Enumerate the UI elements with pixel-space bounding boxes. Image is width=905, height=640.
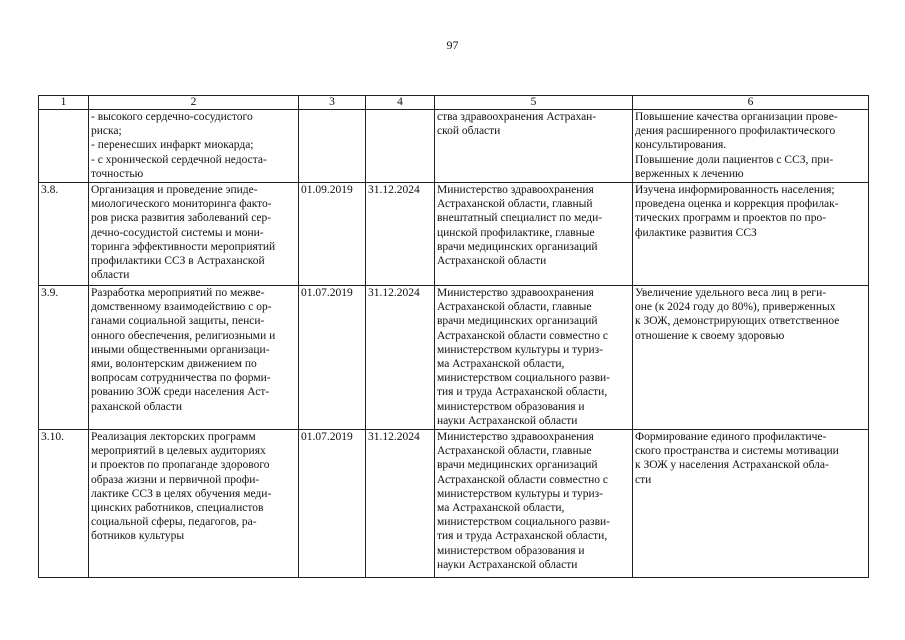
result-line: к ЗОЖ, демонстрирующих ответственное	[635, 315, 840, 328]
row-number-cell: 3.8.	[39, 183, 89, 286]
executors-line: министерством образования и	[437, 400, 585, 413]
end-date-cell: 31.12.2024	[366, 183, 435, 286]
result-line: к ЗОЖ у населения Астраханской обла-	[635, 459, 829, 472]
executors-line: цинской профилактике, главные	[437, 226, 595, 239]
result-line: Изучена информированность населения;	[635, 184, 835, 196]
activity-line: - высокого сердечно-сосудистого	[91, 111, 253, 123]
activity-line: торинга эффективности мероприятий	[91, 240, 276, 253]
result-line: Увеличение удельного веса лиц в реги-	[635, 287, 827, 299]
result-cell	[633, 286, 869, 430]
executors-line: ской области	[437, 125, 501, 138]
executors-line: Астраханской области совместно с	[437, 473, 608, 486]
activity-line: Организация и проведение эпиде-	[91, 184, 258, 196]
start-date-cell	[299, 110, 366, 183]
activity-line: иными общественными организаци-	[91, 343, 270, 356]
activity-line: - перенесших инфаркт миокарда;	[91, 139, 254, 152]
table-row	[39, 110, 869, 183]
activity-line: Разработка мероприятий по межве-	[91, 287, 265, 299]
result-line: оне (к 2024 году до 80%), приверженных	[635, 301, 836, 314]
result-line: ского пространства и системы мотивации	[635, 445, 839, 458]
executors-line: ма Астраханской области,	[437, 358, 565, 371]
activity-line: социальной сферы, педагогов, ра-	[91, 516, 257, 529]
table-row	[39, 183, 869, 286]
end-date-cell: 31.12.2024	[366, 430, 435, 578]
activity-cell	[89, 183, 299, 286]
activity-line: цинских работников, специалистов	[91, 502, 264, 515]
result-line: тических программ и проектов по про-	[635, 212, 827, 225]
executors-line: врачи медицинских организаций	[437, 240, 598, 253]
activity-line: области	[91, 269, 130, 282]
executors-cell	[435, 110, 633, 183]
result-line: дения расширенного профилактического	[635, 125, 836, 138]
result-line: Повышение качества организации прове-	[635, 111, 838, 123]
executors-line: Астраханской области	[437, 255, 547, 268]
end-date-cell: 31.12.2024	[366, 286, 435, 430]
result-cell	[633, 183, 869, 286]
table-row	[39, 286, 869, 430]
executors-line: министерством социального разви-	[437, 516, 611, 529]
table-row	[39, 430, 869, 578]
activity-cell	[89, 110, 299, 183]
activity-line: ями, волонтерским движением по	[91, 358, 257, 371]
column-header: 1	[39, 96, 89, 110]
page-number: 97	[446, 38, 459, 52]
executors-line: министерством социального разви-	[437, 372, 611, 385]
result-line: верженных к лечению	[635, 167, 744, 180]
executors-line: министерством культуры и туриз-	[437, 343, 604, 356]
executors-line: ма Астраханской области,	[437, 502, 565, 515]
result-line: филактике развития ССЗ	[635, 226, 757, 239]
activity-cell	[89, 430, 299, 578]
executors-line: Министерство здравоохранения	[437, 184, 594, 196]
column-header: 4	[366, 96, 435, 110]
start-date-cell: 01.09.2019	[299, 183, 366, 286]
result-line: консультирования.	[635, 139, 727, 152]
activity-line: лактике ССЗ в целях обучения меди-	[91, 487, 272, 500]
activity-line: и проектов по пропаганде здорового	[91, 459, 270, 472]
activity-line: ганами социальной защиты, пенси-	[91, 315, 265, 328]
activity-line: домственному взаимодействию с ор-	[91, 301, 272, 314]
table-header-row	[39, 96, 869, 110]
result-cell	[633, 430, 869, 578]
activity-line: образа жизни и первичной профи-	[91, 473, 260, 486]
executors-line: министерством культуры и туриз-	[437, 487, 604, 500]
executors-line: тия и труда Астраханской области,	[437, 386, 608, 399]
activity-line: точностью	[91, 167, 144, 180]
executors-line: ства здравоохранения Астрахан-	[437, 111, 597, 123]
start-date-cell: 01.07.2019	[299, 286, 366, 430]
executors-line: Астраханской области, главный	[437, 198, 593, 211]
executors-line: министерством образования и	[437, 544, 585, 557]
result-cell	[633, 110, 869, 183]
executors-line: науки Астраханской области	[437, 558, 578, 571]
activity-line: ботников культуры	[91, 530, 185, 543]
activity-cell	[89, 286, 299, 430]
result-line: Повышение доли пациентов с ССЗ, при-	[635, 153, 834, 166]
end-date-cell	[366, 110, 435, 183]
column-header: 6	[633, 96, 869, 110]
executors-cell	[435, 430, 633, 578]
activity-line: ров риска развития заболеваний сер-	[91, 212, 272, 225]
executors-line: врачи медицинских организаций	[437, 459, 598, 472]
row-number-cell: 3.10.	[39, 430, 89, 578]
column-header: 2	[89, 96, 299, 110]
executors-line: внештатный специалист по меди-	[437, 212, 603, 225]
executors-line: Министерство здравоохранения	[437, 431, 594, 443]
activity-line: онного обеспечения, религиозными и	[91, 329, 276, 342]
executors-line: Министерство здравоохранения	[437, 287, 594, 299]
activity-line: профилактики ССЗ в Астраханской	[91, 255, 265, 268]
activity-line: вопросам сотрудничества по форми-	[91, 372, 271, 385]
activity-line: миологического мониторинга факто-	[91, 198, 272, 211]
executors-cell	[435, 286, 633, 430]
executors-line: врачи медицинских организаций	[437, 315, 598, 328]
row-number-cell	[39, 110, 89, 183]
result-line: сти	[635, 473, 652, 486]
activity-table	[38, 95, 869, 578]
activity-line: Реализация лекторских программ	[91, 431, 256, 443]
column-header: 5	[435, 96, 633, 110]
executors-line: Астраханской области, главные	[437, 445, 592, 458]
result-line: проведена оценка и коррекция профилак-	[635, 198, 839, 211]
result-line: отношение к своему здоровью	[635, 329, 785, 342]
activity-line: раханской области	[91, 400, 183, 413]
activity-line: дечно-сосудистой системы и мони-	[91, 226, 264, 239]
activity-line: риска;	[91, 125, 122, 138]
executors-cell	[435, 183, 633, 286]
column-header: 3	[299, 96, 366, 110]
activity-line: - с хронической сердечной недоста-	[91, 153, 267, 166]
executors-line: науки Астраханской области	[437, 414, 578, 427]
row-number-cell: 3.9.	[39, 286, 89, 430]
executors-line: тия и труда Астраханской области,	[437, 530, 608, 543]
activity-line: рованию ЗОЖ среди населения Аст-	[91, 386, 270, 399]
result-line: Формирование единого профилактиче-	[635, 431, 827, 443]
executors-line: Астраханской области совместно с	[437, 329, 608, 342]
executors-line: Астраханской области, главные	[437, 301, 592, 314]
activity-line: мероприятий в целевых аудиториях	[91, 445, 266, 458]
start-date-cell: 01.07.2019	[299, 430, 366, 578]
